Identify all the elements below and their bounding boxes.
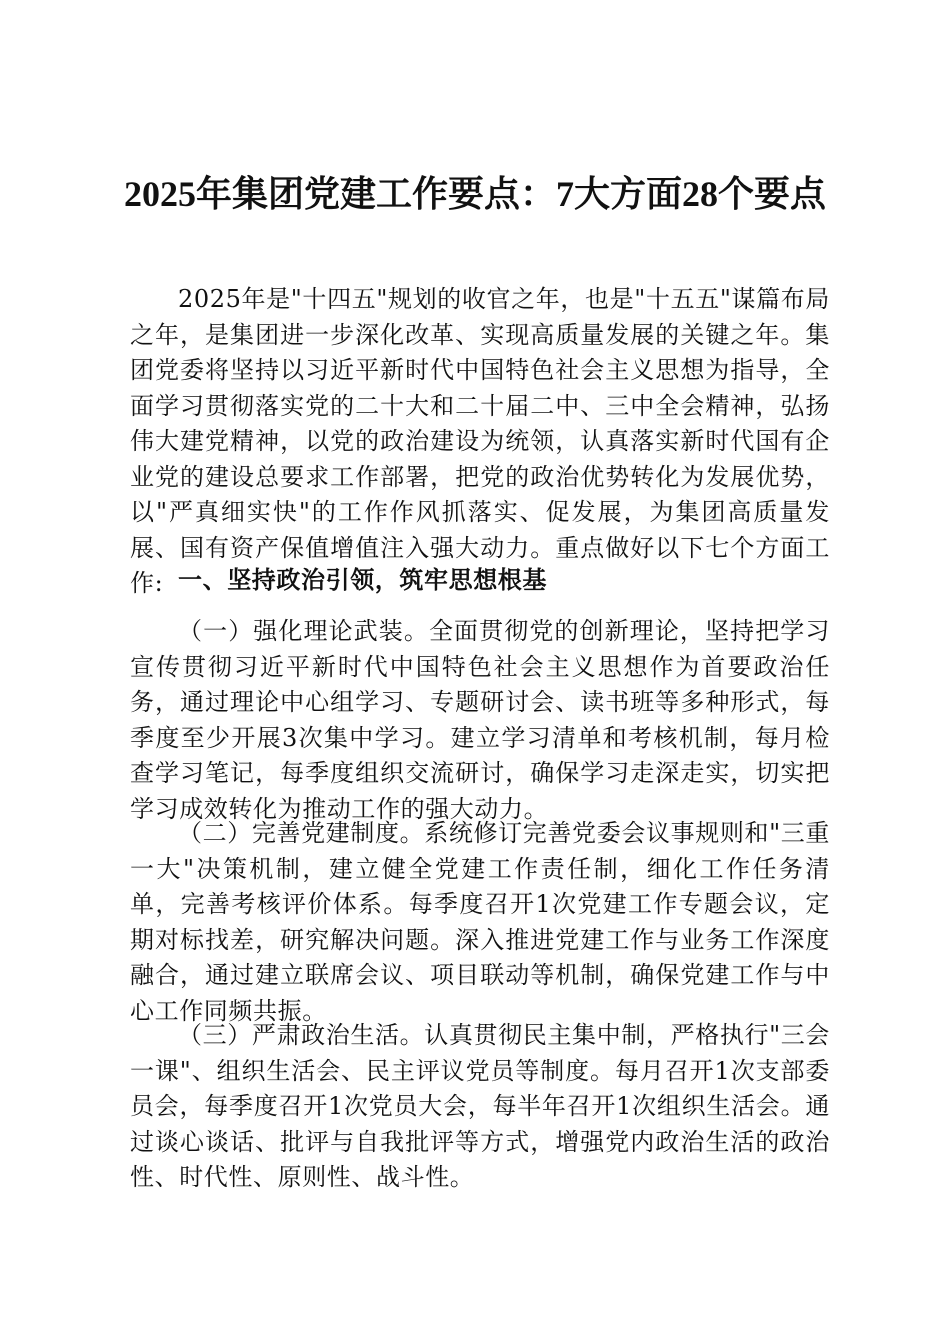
section-item-1: （一）强化理论武装。全面贯彻党的创新理论，坚持把学习宣传贯彻习近平新时代中国特色社会主义思想作为首要政治任务，通过理论中心组学习、专题研讨会、读书班等多种形式，每季度至少开展3次集中学习。建立学习清单和考核机制，每月检查学习笔记，每季度组织交流研讨，确保学习走深走实，切实把学习成效转化为推动工作的强大动力。 [130, 617, 830, 823]
document-title: 2025年集团党建工作要点：7大方面28个要点 [123, 174, 826, 214]
section-heading: 一、坚持政治引领，筑牢思想根基 [178, 565, 547, 594]
section-item-3: （三）严肃政治生活。认真贯彻民主集中制，严格执行"三会一课"、组织生活会、民主评议党员等制度。每月召开1次支部委员会，每季度召开1次党员大会，每半年召开1次组织生活会。通过谈心谈话、批评与自我批评等方式，增强党内政治生活的政治性、时代性、原则性、战斗性。 [130, 1021, 830, 1191]
section-item-2: （二）完善党建制度。系统修订完善党委会议事规则和"三重一大"决策机制，建立健全党建工作责任制，细化工作任务清单，完善考核评价体系。每季度召开1次党建工作专题会议，定期对标找差，研究解决问题。深入推进党建工作与业务工作深度融合，通过建立联席会议、项目联动等机制，确保党建工作与中心工作同频共振。 [130, 819, 830, 1025]
intro-paragraph: 2025年是"十四五"规划的收官之年，也是"十五五"谋篇布局之年，是集团进一步深化改革、实现高质量发展的关键之年。集团党委将坚持以习近平新时代中国特色社会主义思想为指导，全面学习贯彻落实党的二十大和二十届二中、三中全会精神，弘扬伟大建党精神，以党的政治建设为统领，认真落实新时代国有企业党的建设总要求工作部署，把党的政治优势转化为发展优势，以"严真细实快"的工作作风抓落实、促发展，为集团高质量发展、国有资产保值增值注入强大动力。重点做好以下七个方面工作: [130, 285, 830, 597]
